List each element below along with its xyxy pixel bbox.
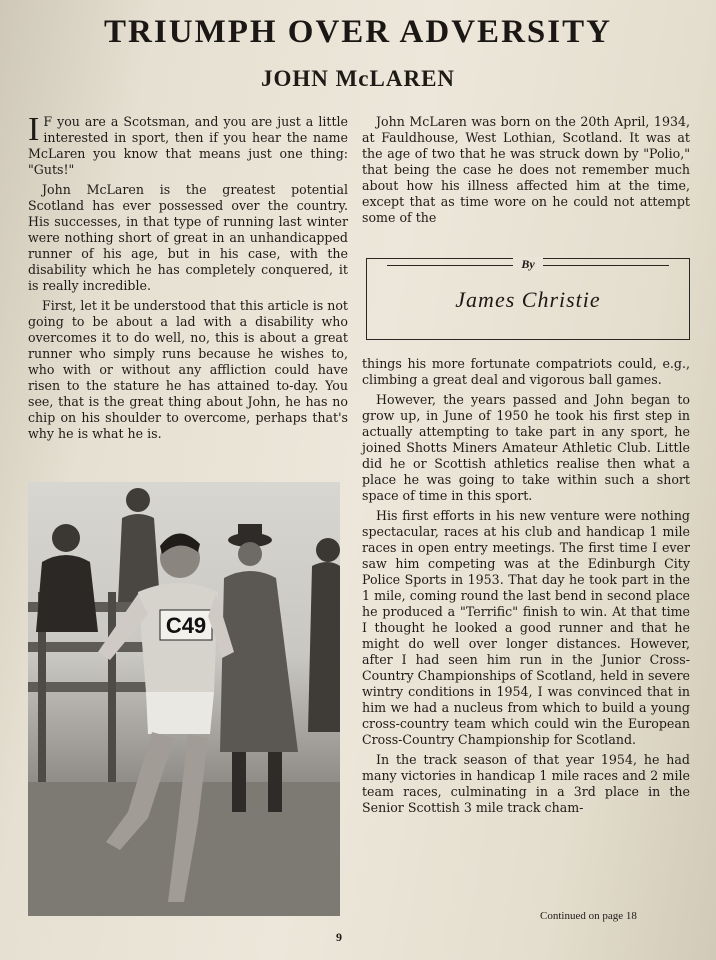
- paragraph: John McLaren is the greatest potential Scotland has ever possessed over the country. His successes, in that type of running last winter were nothing short of great in an unhandicapped runner of his age, but in his case, with the disability which he has completely conquered, it is really incredible.: [28, 182, 348, 293]
- byline-by: [367, 257, 689, 272]
- runner-bib-number: C49: [165, 613, 207, 638]
- paragraph: However, the years passed and John began to grow up, in June of 1950 he took his first step in actually attempting to take part in any sport, he joined Shotts Miners Amateur Athletic Club. Little did he or Scottish athletics realise then what a place he was going to take within such a short space of time in this sport.: [362, 392, 690, 503]
- paragraph: First, let it be understood that this article is not going to be about a lad with a disability who overcomes it to do well, no, this is about a great runner who simply runs because he wishes to, who with or without any affliction could have risen to the stature he has attained to-day. You see, that is the great thing about John, he has no chip on his shoulder to overcome, perhaps that's why he is what he is.: [28, 298, 348, 441]
- paragraph-intro: [28, 111, 348, 178]
- paragraph: things his more fortunate compatriots could, e.g., climbing a great deal and vigorous ball games.: [362, 356, 690, 387]
- continued-note: Continued on page 18: [540, 910, 637, 922]
- intro-text: F you are a Scotsman, and you are just a little interested in sport, then if you hear the name McLaren you know that means just one thing: "Guts!": [28, 114, 348, 177]
- page-number: 9: [336, 930, 342, 944]
- article-subject-name: JOHN McLAREN: [260, 66, 456, 91]
- byline-author-name: James Christie: [455, 287, 601, 312]
- paragraph: In the track season of that year 1954, he had many victories in handicap 1 mile races and 2 mile team races, culminating in a 3rd place in the Senior Scottish 3 mile track cham-: [362, 752, 690, 815]
- paragraph: John McLaren was born on the 20th April, 1934, at Fauldhouse, West Lothian, Scotland. It was at the age of two that he was struck down by "Polio," that being the case he does not remember much about how his illness affected him at the time, except that as time wore on he could not attempt some of the: [362, 114, 690, 225]
- right-column-bottom: [362, 356, 690, 820]
- paragraph: His first efforts in his new venture were nothing spectacular, races at his club and handicap 1 mile races in open entry meetings. The first time I ever saw him competing was at the Edinburgh City Police Sports in 1953. That day he took part in the 1 mile, coming round the last bend in second place he produced a "Terrific" finish to win. At that time I thought he looked a good runner and that he might do well over longer distances. However, after I had seen him run in the Junior Cross-Country Championships of Scotland, held in severe wintry conditions in 1954, I was convinced that in him we had a nucleus from which to build a young cross-country team which could win the European Cross-Country Championship for Scotland.: [362, 508, 690, 747]
- runner-photo: [28, 482, 340, 916]
- right-column-top: [362, 114, 690, 230]
- left-column: [28, 111, 348, 446]
- runner-photo-illustration: [28, 482, 340, 916]
- byline-by-label: By: [513, 257, 542, 271]
- drop-cap: I: [28, 111, 40, 148]
- byline-box: [366, 258, 690, 340]
- article-title: TRIUMPH OVER ADVERSITY: [104, 14, 612, 50]
